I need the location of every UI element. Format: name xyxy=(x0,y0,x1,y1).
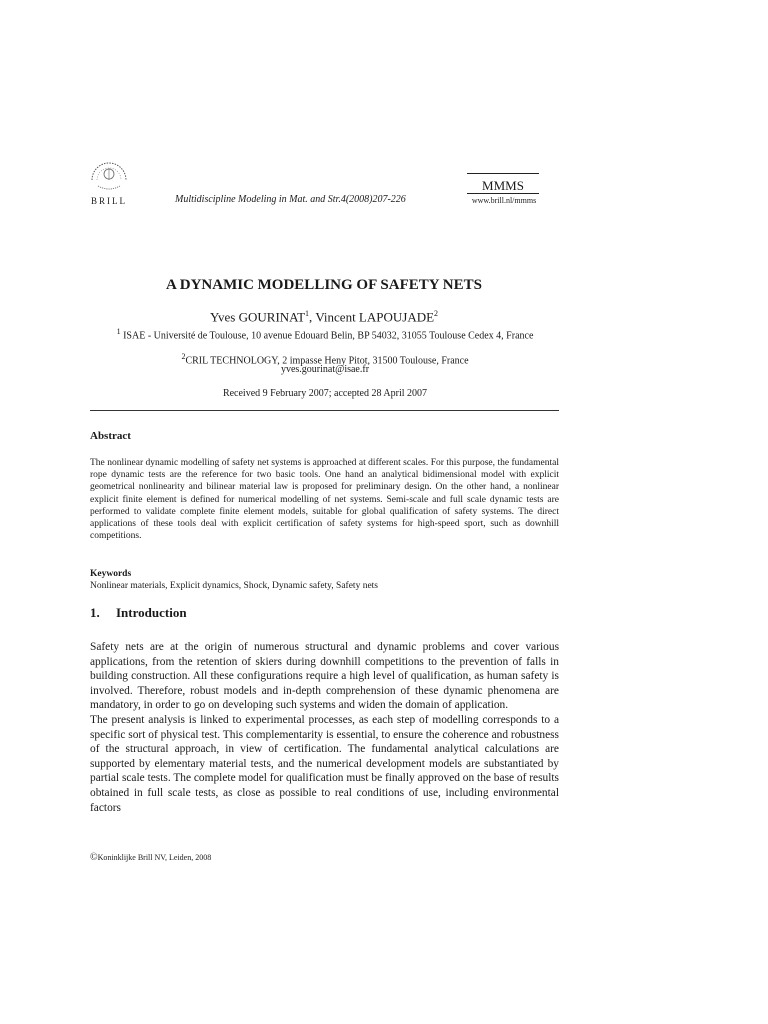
affiliation-marker: 1 xyxy=(116,327,121,336)
affiliation-marker: 2 xyxy=(434,309,439,318)
paper-title: A DYNAMIC MODELLING OF SAFETY NETS xyxy=(165,277,482,293)
affiliation-text: CRIL TECHNOLOGY, 2 impasse Heny Pitot, 31500 Toulouse, France xyxy=(185,355,469,367)
copyright-text: Koninklijke Brill NV, Leiden, 2008 xyxy=(97,853,212,862)
received-dates: Received 9 February 2007; accepted 28 April 2007 xyxy=(222,388,428,399)
author-name: Yves GOURINAT xyxy=(209,309,306,325)
keywords-text: Nonlinear materials, Explicit dynamics, Shock, Dynamic safety, Safety nets xyxy=(90,581,379,591)
copyright-symbol: © xyxy=(90,852,98,863)
divider xyxy=(90,410,559,411)
section-heading xyxy=(90,605,187,621)
copyright-notice xyxy=(90,852,211,863)
paragraph: Safety nets are at the origin of numerous structural and dynamic problems and cover various applications, from the retention of skiers during downhill competitions to the prevention of falls in building construction. All these configurations require a high level of qualification, as human safety is involved. Therefore, robust models and in-depth comprehension of these dynamic phenomena are mandatory, in order to go on developing such systems and widen the domain of application. xyxy=(90,641,559,712)
author-separator: , xyxy=(309,309,316,325)
publisher-logo-text: BRILL xyxy=(91,196,127,206)
divider xyxy=(467,173,539,174)
divider xyxy=(467,193,539,194)
section-number: 1. xyxy=(90,605,100,620)
paragraph: The present analysis is linked to experimental processes, as each step of modelling corresponds to a specific sort of physical test. This complementarity is essential, to ensure the coherence and robustness of the structural approach, in view of certification. The fundamental analytical calculations are supported by elementary material tests, and the numerical development models are substantiated by partial scale tests. The complete model for qualification must be finally approved on the base of results obtained in full scale tests, as close as possible to real conditions of use, including environmental factors xyxy=(90,713,559,814)
affiliation-text: ISAE - Université de Toulouse, 10 avenue Edouard Belin, BP 54032, 31055 Toulouse Cedex 4, France xyxy=(120,330,534,342)
author-list xyxy=(0,309,648,325)
journal-url[interactable]: www.brill.nl/mmms xyxy=(471,196,537,205)
keywords-heading: Keywords xyxy=(90,569,132,579)
abstract-heading: Abstract xyxy=(90,430,131,442)
journal-abbreviation: MMMS xyxy=(482,178,524,193)
abstract-text: The nonlinear dynamic modelling of safety net systems is approached at different scales. For this purpose, the fundamental rope dynamic tests are the reference for two basic tools. One hand an analytical bidimensional model with explicit geometrical nonlinearity and bilinear material law is proposed for preliminary design. On the other hand, a nonlinear explicit finite element is defined for numerical modelling of net systems. Semi-scale and full scale dynamic tests are performed to validate complete finite element models, suitable for global qualification of safety systems. The direct applications of these tools deal with explicit certification of safety systems for high-speed sport, such as downhill competitions. xyxy=(90,458,559,542)
affiliation-marker: 2 xyxy=(181,352,186,361)
contact-email[interactable]: yves.gourinat@isae.fr xyxy=(280,364,370,375)
affiliation xyxy=(90,325,560,342)
section-body xyxy=(90,640,559,815)
journal-reference: Multidiscipline Modeling in Mat. and Str.4(2008)207-226 xyxy=(175,194,406,205)
section-title: Introduction xyxy=(116,605,187,620)
affiliation-marker: 1 xyxy=(305,309,310,318)
author-name: Vincent LAPOUJADE xyxy=(315,309,435,325)
